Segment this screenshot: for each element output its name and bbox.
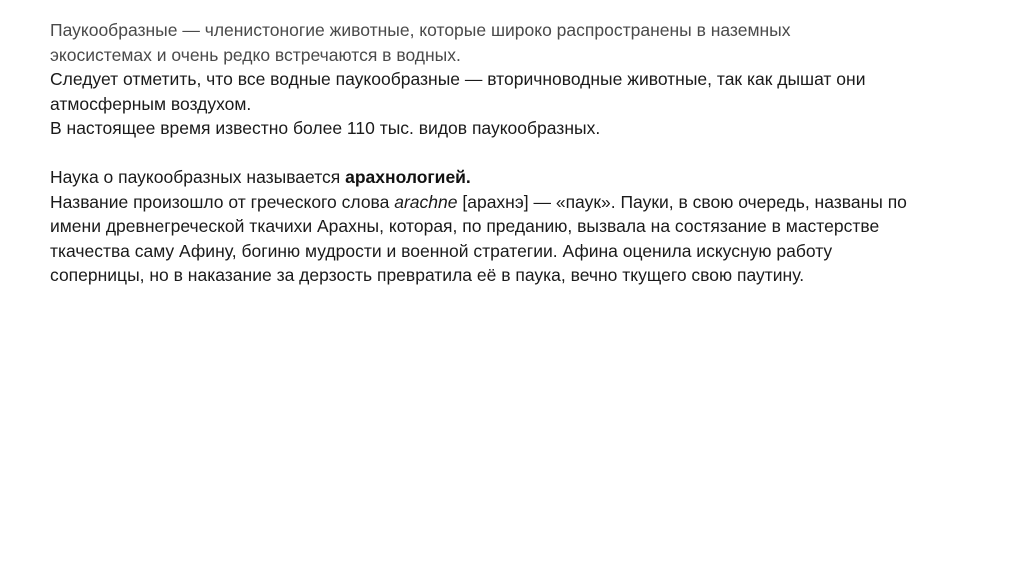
science-term: арахнологией. <box>345 167 471 187</box>
science-line <box>50 165 980 190</box>
etymology-line-3: ткачества саму Афину, богиню мудрости и военной стратегии. Афина оценила искусную работу <box>50 240 833 261</box>
etymology-suffix: [арахнэ] — «паук». Пауки, в свою очередь, названы по <box>457 191 907 212</box>
species-count-line: В настоящее время известно более 110 тыс. видов паукообразных. <box>50 118 601 138</box>
etymology-greek-word: arachne <box>394 191 458 212</box>
etymology-line-2: имени древнегреческой ткачихи Арахны, которая, по преданию, вызвала на состязание в мастерстве <box>50 216 880 236</box>
aquatic-line-1: Следует отметить, что все водные паукообразные — вторичноводные животные, так как дышат они <box>50 69 866 89</box>
science-paragraph <box>50 165 980 190</box>
etymology-paragraph <box>50 190 980 288</box>
aquatic-paragraph <box>50 67 980 116</box>
aquatic-line-2: атмосферным воздухом. <box>50 93 252 114</box>
intro-line-2: экосистемах и очень редко встречаются в водных. <box>50 44 461 65</box>
etymology-line-1 <box>50 190 980 215</box>
science-prefix: Наука о паукообразных называется <box>50 167 346 187</box>
species-count-paragraph <box>50 116 980 141</box>
etymology-prefix: Название произошло от греческого слова <box>50 191 395 212</box>
paragraph-spacer <box>50 141 980 166</box>
intro-paragraph <box>50 18 980 67</box>
slide-text-block <box>50 18 980 288</box>
intro-line-1: Паукообразные — членистоногие животные, которые широко распространены в наземных <box>50 20 791 40</box>
etymology-line-4: соперницы, но в наказание за дерзость превратила её в паука, вечно ткущего свою паутину. <box>50 265 805 285</box>
